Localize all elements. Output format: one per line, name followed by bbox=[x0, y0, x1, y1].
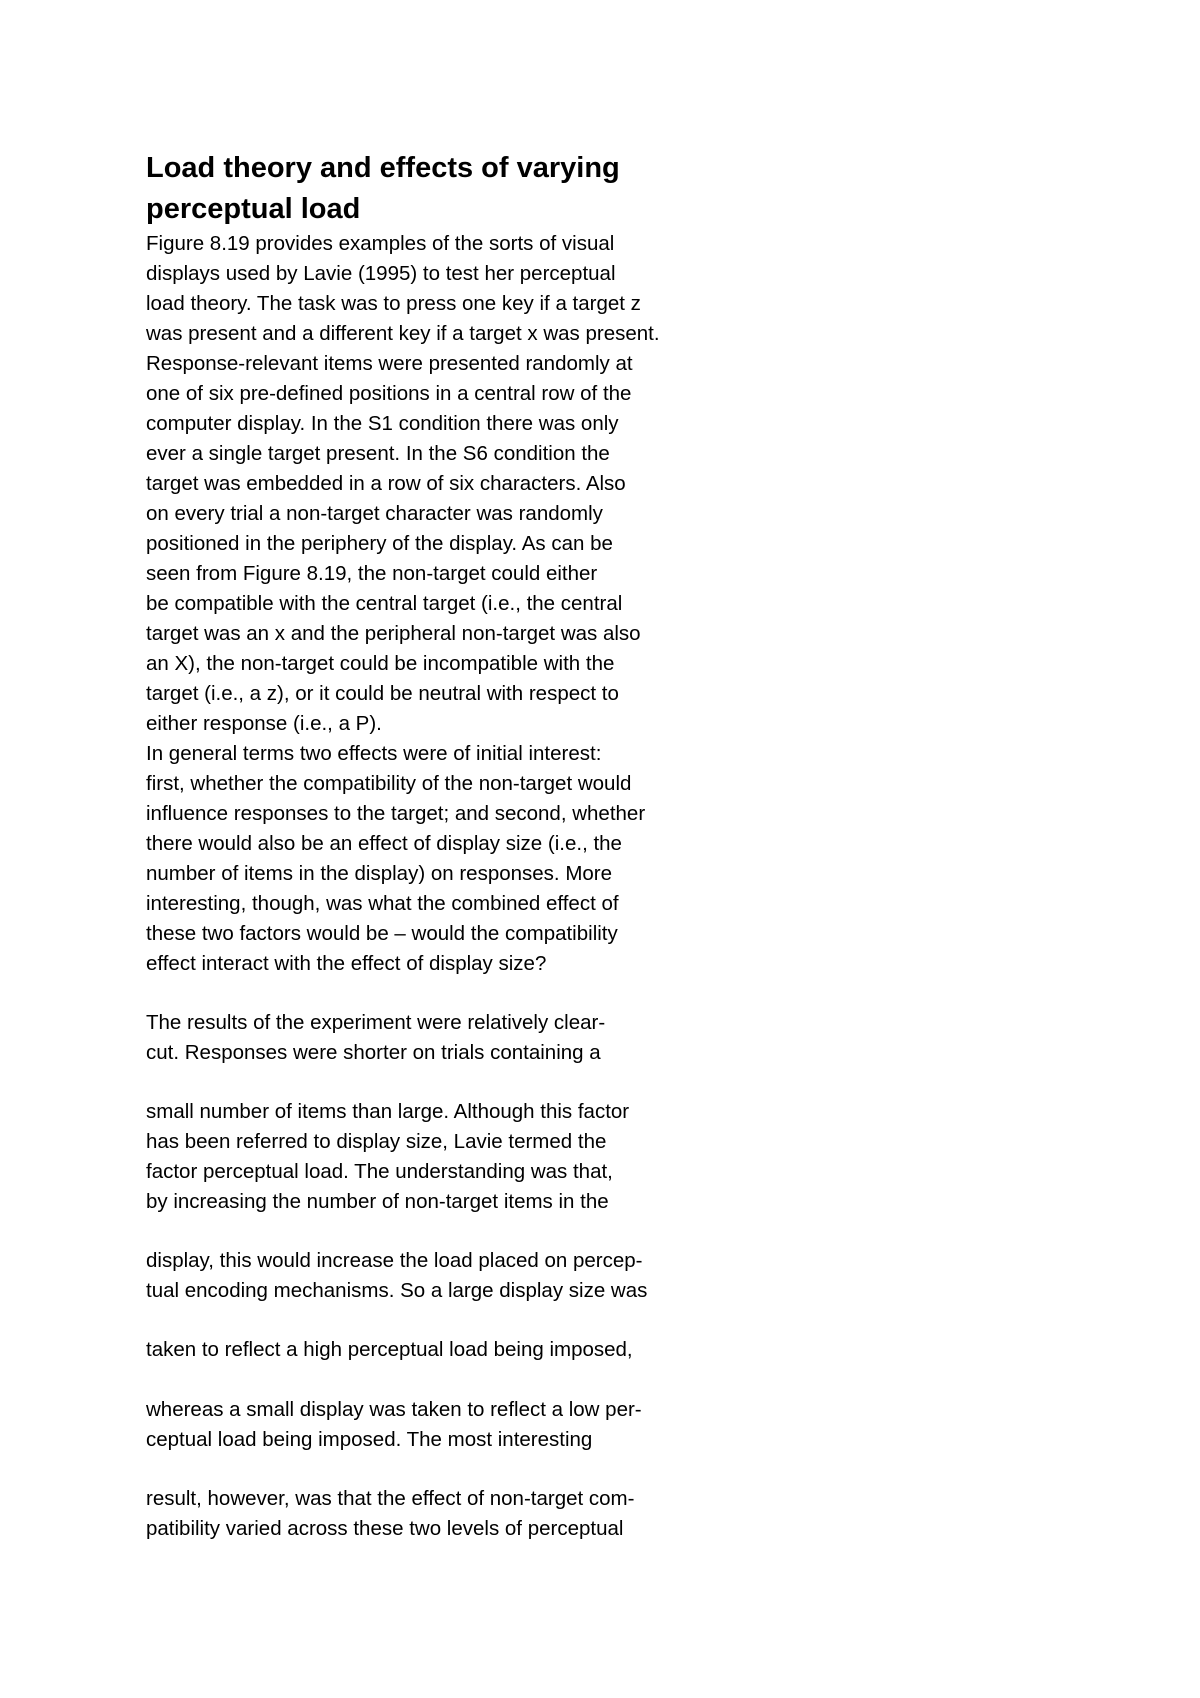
heading-line-2: perceptual load bbox=[146, 193, 361, 225]
body-line: taken to reflect a high perceptual load being imposed, bbox=[146, 1338, 633, 1361]
body-line: was present and a different key if a target x was present. bbox=[146, 322, 660, 345]
body-line: displays used by Lavie (1995) to test her perceptual bbox=[146, 262, 616, 285]
body-line: by increasing the number of non-target items in the bbox=[146, 1190, 609, 1213]
body-line: In general terms two effects were of initial interest: bbox=[146, 742, 602, 765]
body-line: Figure 8.19 provides examples of the sorts of visual bbox=[146, 232, 615, 255]
body-line: one of six pre-defined positions in a central row of the bbox=[146, 382, 632, 405]
body-line: either response (i.e., a P). bbox=[146, 712, 382, 735]
body-line: there would also be an effect of display size (i.e., the bbox=[146, 832, 622, 855]
body-line: these two factors would be – would the compatibility bbox=[146, 922, 618, 945]
body-line: target was embedded in a row of six characters. Also bbox=[146, 472, 626, 495]
body-line: be compatible with the central target (i.e., the central bbox=[146, 592, 623, 615]
body-line: has been referred to display size, Lavie termed the bbox=[146, 1130, 607, 1153]
body-line: tual encoding mechanisms. So a large display size was bbox=[146, 1279, 648, 1302]
body-line: computer display. In the S1 condition there was only bbox=[146, 412, 619, 435]
body-line: effect interact with the effect of display size? bbox=[146, 952, 547, 975]
body-line: factor perceptual load. The understanding was that, bbox=[146, 1160, 613, 1183]
heading-line-1: Load theory and effects of varying bbox=[146, 152, 620, 184]
body-line: The results of the experiment were relatively clear- bbox=[146, 1011, 606, 1034]
body-line: whereas a small display was taken to reflect a low per- bbox=[146, 1398, 642, 1421]
body-line: an X), the non-target could be incompatible with the bbox=[146, 652, 615, 675]
body-line: interesting, though, was what the combined effect of bbox=[146, 892, 619, 915]
body-line: small number of items than large. Although this factor bbox=[146, 1100, 630, 1123]
body-line: ever a single target present. In the S6 condition the bbox=[146, 442, 610, 465]
body-line: seen from Figure 8.19, the non-target could either bbox=[146, 562, 598, 585]
body-line: cut. Responses were shorter on trials containing a bbox=[146, 1041, 601, 1064]
body-line: load theory. The task was to press one key if a target z bbox=[146, 292, 641, 315]
body-line: influence responses to the target; and second, whether bbox=[146, 802, 646, 825]
body-line: on every trial a non-target character was randomly bbox=[146, 502, 603, 525]
body-line: positioned in the periphery of the display. As can be bbox=[146, 532, 613, 555]
body-line: patibility varied across these two levels of perceptual bbox=[146, 1517, 624, 1540]
body-line: target was an x and the peripheral non-target was also bbox=[146, 622, 641, 645]
section-heading bbox=[146, 148, 766, 230]
body-line: first, whether the compatibility of the non-target would bbox=[146, 772, 632, 795]
body-line: number of items in the display) on responses. More bbox=[146, 862, 613, 885]
body-line: result, however, was that the effect of non-target com- bbox=[146, 1487, 635, 1510]
body-line: display, this would increase the load placed on percep- bbox=[146, 1249, 643, 1272]
body-line: ceptual load being imposed. The most interesting bbox=[146, 1428, 593, 1451]
body-line: target (i.e., a z), or it could be neutral with respect to bbox=[146, 682, 619, 705]
body-line: Response-relevant items were presented randomly at bbox=[146, 352, 633, 375]
